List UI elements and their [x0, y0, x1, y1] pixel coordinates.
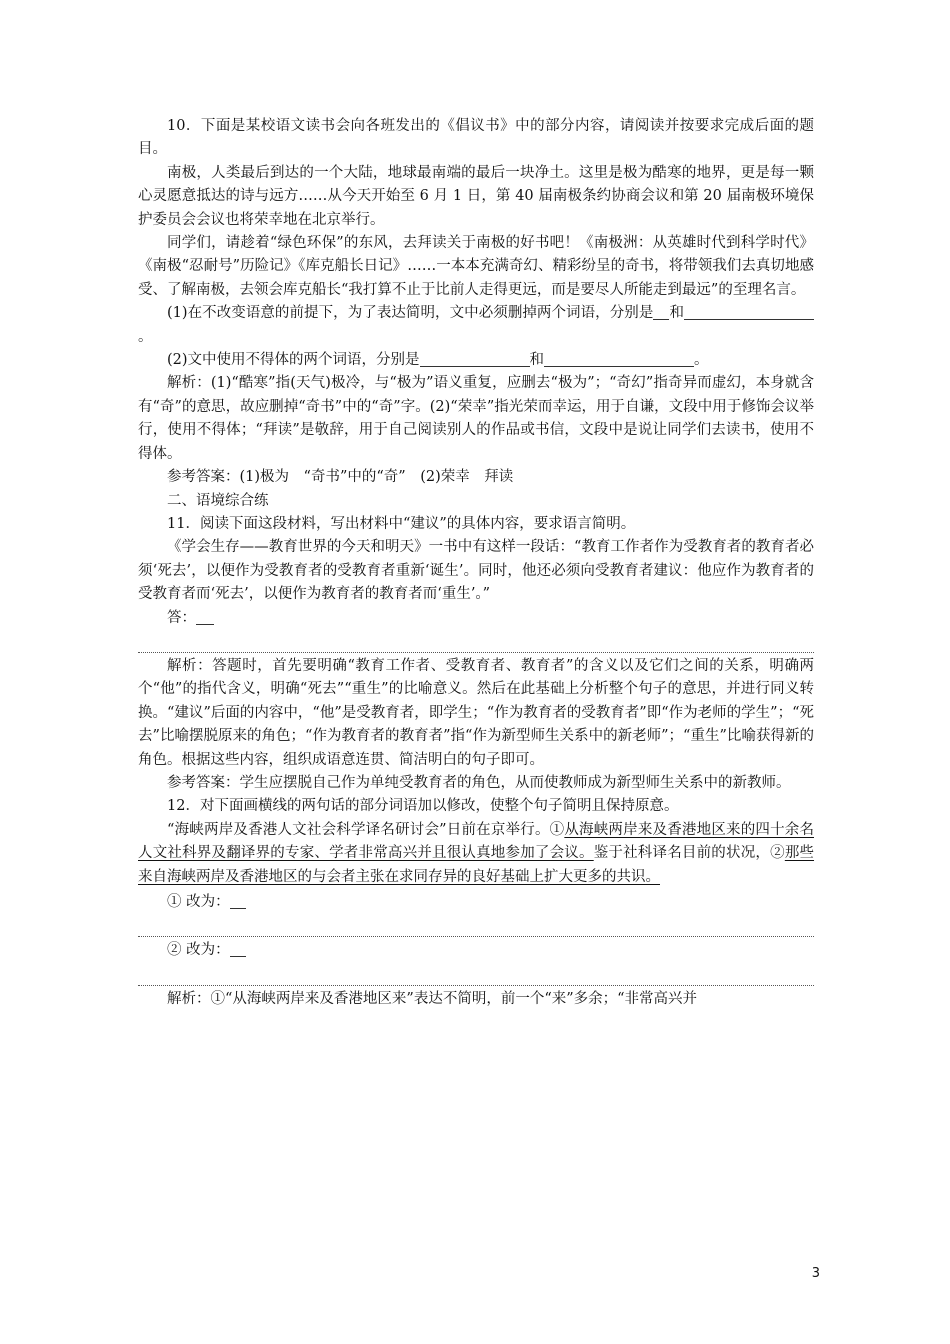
answer-blank[interactable] [544, 352, 694, 368]
page-number: 3 [811, 1266, 820, 1281]
q10-sub2: (2)文中使用不得体的两个词语，分别是 和 。 [167, 352, 709, 369]
answer-blank[interactable] [230, 942, 246, 958]
q10-intro: 10．下面是某校语文读书会向各班发出的《倡议书》中的部分内容，请阅读并按要求完成后面的题目。 [138, 118, 814, 158]
document-body [138, 115, 814, 1011]
section-heading: 二、语境综合练 [167, 492, 269, 509]
answer-dotted-line[interactable] [138, 914, 814, 937]
answer-blank[interactable] [196, 609, 214, 625]
q10-answer: 参考答案：(1)极为 “奇书”中的“奇” (2)荣幸 拜读 [167, 469, 514, 486]
answer-blank[interactable] [653, 305, 669, 321]
underlined-sentence-1: 从海峡两岸来及香港地区来的四十余名人文社科界及翻译界的专家、学者非常高兴并且很认真地参加了会议。 [138, 821, 814, 862]
q12-intro: 12．对下面画横线的两句话的部分词语加以修改，使整个句子简明且保持原意。 [167, 798, 679, 815]
q11-analysis: 解析：答题时，首先要明确“教育工作者、受教育者、教育者”的含义以及它们之间的关系，明确两个“他”的指代含义，明确“死去”“重生”的比喻意义。然后在此基础上分析整个句子的意思，并进行同义转换。“建议”后面的内容中，“他”是受教育者，即学生；“作为教育者的受教育者”即“作为老师的学生”；“死去”比喻摆脱原来的角色；“作为教育者的教育者”指“作为新型师生关系中的新老师”；“重生”比喻获得新的角色。根据这些内容，组织成语意连贯、简洁明白的句子即可。 [138, 657, 814, 768]
q11-answer-line: 答： [138, 607, 814, 630]
q10-passage-1: 南极，人类最后到达的一个大陆，地球最南端的最后一块净土。这里是极为酷寒的地界，更是每一颗心灵愿意抵达的诗与远方……从今天开始至 6 月 1 日，第 40 届南极条约协商会议和第 20 届南极环境保护委员会会议也将荣幸地在北京举行。 [138, 164, 814, 228]
q11-material: 《学会生存——教育世界的今天和明天》一书中有这样一段话：“教育工作者作为受教育者的教育者必须‘死去’，以便作为受教育者的受教育者重新‘诞生’。同时，他还必须向受教育者建议：他应作为教育者的受教育者而‘死去’，以便作为教育者的教育者而‘重生’。” [138, 539, 814, 603]
answer-dotted-line[interactable] [138, 630, 814, 653]
answer-dotted-line[interactable] [138, 963, 814, 986]
q10-passage-2: 同学们，请趁着“绿色环保”的东风，去拜读关于南极的好书吧！《南极洲：从英雄时代到科学时代》《南极“忍耐号”历险记》《库克船长日记》……一本本充满奇幻、精彩纷呈的奇书，将带领我们去真切地感受、了解南极，去领会库克船长“我打算不止于比前人走得更远，而是要尽人所能走到最远”的至理名言。 [138, 235, 814, 298]
answer-blank[interactable] [230, 894, 246, 910]
q11-intro: 11．阅读下面这段材料，写出材料中“建议”的具体内容，要求语言简明。 [167, 515, 636, 532]
q12-analysis: 解析：①“从海峡两岸来及香港地区来”表达不简明，前一个“来”多余；“非常高兴并 [167, 990, 698, 1007]
answer-blank[interactable] [684, 305, 814, 321]
answer-blank[interactable] [420, 352, 530, 368]
q12-fix2: ② 改为： [138, 939, 814, 962]
underlined-sentence-2: 那些来自海峡两岸及香港地区的与会者主张在求同存异的良好基础上扩大更多的共识。 [138, 845, 815, 885]
q11-answer: 参考答案：学生应摆脱自己作为单纯受教育者的角色，从而使教师成为新型师生关系中的新教师。 [167, 774, 791, 791]
q12-fix1: ① 改为： [138, 891, 814, 914]
q10-analysis: 解析：(1)“酷寒”指(天气)极冷，与“极为”语义重复，应删去“极为”；“奇幻”指奇异而虚幻，本身就含有“奇”的意思，故应删掉“奇书”中的“奇”字。(2)“荣幸”指光荣而幸运，用于自谦，文段中用于修饰会议举行，使用不得体；“拜读”是敬辞，用于自己阅读别人的作品或书信，文段中是说让同学们去读书，使用不得体。 [138, 375, 814, 462]
q10-sub1: (1)在不改变语意的前提下，为了表达简明，文中必须删掉两个词语，分别是 和。 [138, 302, 814, 349]
q12-material: “海峡两岸及香港人文社会科学译名研讨会”日前在京举行。①从海峡两岸来及香港地区来的四十余名人文社科界及翻译界的专家、学者非常高兴并且很认真地参加了会议。鉴于社科译名目前的状况，②那些来自海峡两岸及香港地区的与会者主张在求同存异的良好基础上扩大更多的共识。 [138, 821, 815, 885]
